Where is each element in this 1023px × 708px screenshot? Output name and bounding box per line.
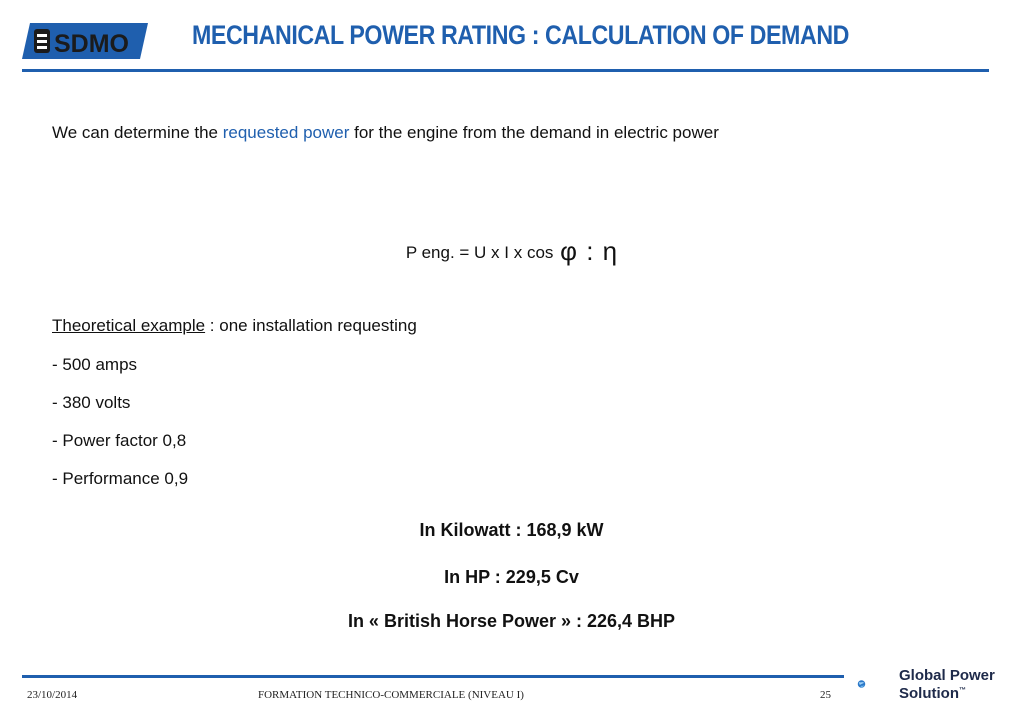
intro-before: We can determine the <box>52 123 223 142</box>
list-item: - 500 amps <box>52 355 138 374</box>
brand-line-1: Global Power <box>899 667 995 684</box>
example-list <box>52 354 188 506</box>
result-bhp: In « British Horse Power » : 226,4 BHP <box>347 611 676 631</box>
power-formula <box>0 236 1023 267</box>
example-heading: Theoretical example <box>52 316 206 335</box>
brand-line-2: Solution <box>899 685 959 702</box>
global-power-logo-text <box>899 668 995 701</box>
page-title: MECHANICAL POWER RATING : CALCULATION OF DEMAND <box>192 20 849 50</box>
footer-date: 23/10/2014 <box>27 689 78 701</box>
intro-highlight: requested power <box>222 123 350 142</box>
eta-symbol: η <box>602 236 618 266</box>
result-kilowatt: In Kilowatt : 168,9 kW <box>419 520 604 540</box>
formula-text: P eng. = U x I x cos <box>405 243 559 262</box>
sdmo-logo-text: SDMO <box>54 30 129 58</box>
intro-sentence <box>52 123 719 143</box>
footer-course: FORMATION TECHNICO-COMMERCIALE (NIVEAU I) <box>258 689 524 701</box>
example-rest: : one installation requesting <box>205 316 417 335</box>
page-number: 25 <box>820 689 831 701</box>
footer-rule <box>22 675 844 678</box>
list-item: - Performance 0,9 <box>52 469 189 488</box>
header-rule <box>22 69 989 72</box>
phi-symbol: φ <box>560 236 577 266</box>
list-item: - Power factor 0,8 <box>52 431 187 450</box>
sdmo-logo <box>22 21 150 61</box>
result-hp: In HP : 229,5 Cv <box>444 567 579 587</box>
formula-colon: : <box>579 236 601 266</box>
globe-icon <box>857 666 897 702</box>
example-heading-line <box>52 316 417 336</box>
intro-after: for the engine from the demand in electric power <box>349 123 719 142</box>
list-item: - 380 volts <box>52 393 131 412</box>
brand-trademark: ™ <box>959 687 966 694</box>
